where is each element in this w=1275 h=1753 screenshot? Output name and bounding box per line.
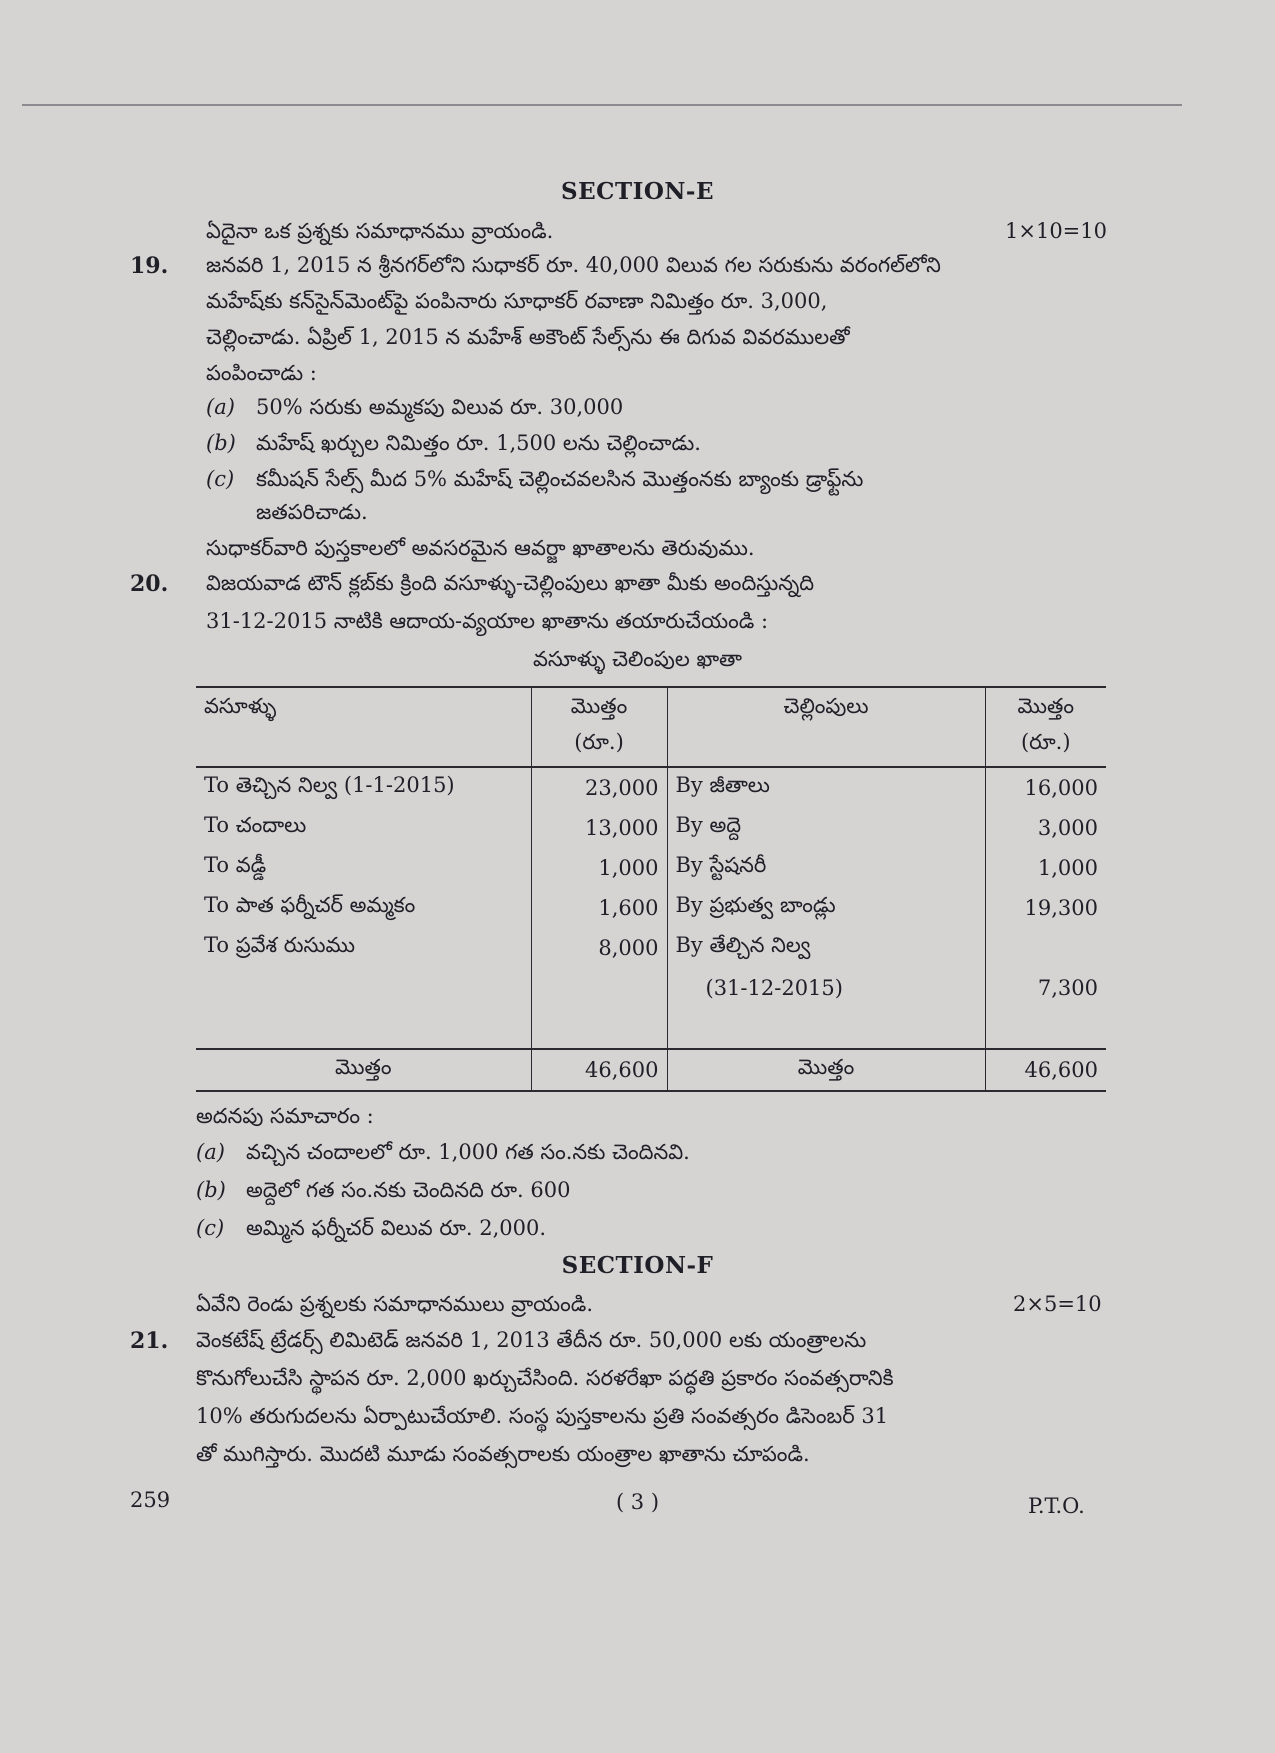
table-row: To వడ్డీ 1,000 By స్టేషనరీ 1,000 bbox=[196, 848, 1106, 888]
question-20-number: 20. bbox=[130, 571, 169, 597]
question-20-line: విజయవాడ టౌన్ క్లబ్‌కు క్రింది వసూళ్ళు-చెల్లింపులు ఖాతా మీకు అందిస్తున్నది bbox=[206, 571, 815, 595]
section-f-marks: 2×5=10 bbox=[1013, 1292, 1102, 1316]
question-19-line: చెల్లించాడు. ఏప్రిల్ 1, 2015 న మహేశ్ అకౌంట్ సేల్స్‌ను ఈ దిగువ వివరములతో bbox=[206, 325, 850, 349]
page-number: ( 3 ) bbox=[615, 1490, 660, 1514]
question-19-number: 19. bbox=[130, 253, 169, 279]
table-row: To చందాలు 13,000 By అద్దె 3,000 bbox=[196, 808, 1106, 848]
additional-item-a: (a) వచ్చిన చందాలలో రూ. 1,000 గత సం.నకు చెందినవి. bbox=[196, 1140, 690, 1164]
section-f-instruction: ఏవేని రెండు ప్రశ్నలకు సమాధానములు వ్రాయండి. bbox=[196, 1292, 594, 1316]
question-21-line: తో ముగిస్తారు. మొదటి మూడు సంవత్సరాలకు యంత్రాల ఖాతాను చూపండి. bbox=[196, 1442, 810, 1466]
question-19-line: మహేష్‌కు కన్‌సైన్‌మెంట్‌పై పంపినారు సూధాకర్ రవాణా నిమిత్తం రూ. 3,000, bbox=[206, 289, 828, 313]
question-21-line: కొనుగోలుచేసి స్థాపన రూ. 2,000 ఖర్చుచేసింది. సరళరేఖా పద్ధతి ప్రకారం సంవత్సరానికి bbox=[196, 1366, 894, 1390]
account-table-title: వసూళ్ళు చెలింపుల ఖాతా bbox=[532, 647, 743, 671]
question-21-line: 10% తరుగుదలను ఏర్పాటుచేయాలి. సంస్థ పుస్తకాలను ప్రతి సంవత్సరం డిసెంబర్ 31 bbox=[196, 1404, 889, 1428]
question-19-line: జనవరి 1, 2015 న శ్రీనగర్‌లోని సుధాకర్ రూ. 40,000 విలువ గల సరుకును వరంగల్‌లోని bbox=[206, 253, 941, 277]
additional-item-b: (b) అద్దెలో గత సం.నకు చెందినది రూ. 600 bbox=[196, 1178, 571, 1202]
table-total-row bbox=[196, 1049, 1106, 1091]
paper-code: 259 bbox=[130, 1488, 171, 1512]
table-row: To తెచ్చిన నిల్వ (1-1-2015) 23,000 By జీతాలు 16,000 bbox=[196, 767, 1106, 808]
additional-info-title: అదనపు సమాచారం : bbox=[196, 1104, 374, 1128]
question-19-closing: సుధాకర్‌వారి పుస్తకాలలో అవసరమైన ఆవర్జా ఖాతాలను తెరువుము. bbox=[206, 536, 755, 560]
pto-label: P.T.O. bbox=[1028, 1494, 1085, 1518]
question-20-line: 31-12-2015 నాటికి ఆదాయ-వ్యయాల ఖాతాను తయారుచేయండి : bbox=[206, 609, 769, 633]
receipts-total: 46,600 bbox=[531, 1049, 667, 1091]
unit-label: (రూ.) bbox=[531, 730, 667, 767]
header-receipts: వసూళ్ళు bbox=[196, 687, 531, 730]
question-19-item-b: (b) మహేష్ ఖర్చుల నిమిత్తం రూ. 1,500 లను చెల్లించాడు. bbox=[206, 431, 701, 455]
payments-total-label: మొత్తం bbox=[667, 1049, 985, 1091]
table-row: (31-12-2015) 7,300 bbox=[196, 968, 1106, 1008]
section-e-marks: 1×10=10 bbox=[1005, 219, 1107, 243]
question-19-item-c: (c) కమీషన్ సేల్స్ మీద 5% మహేష్ చెల్లించవలసిన మొత్తంనకు బ్యాంకు డ్రాఫ్ట్‌ను bbox=[206, 467, 864, 491]
section-f-title: SECTION-F bbox=[561, 1252, 714, 1279]
header-receipts-amount: మొత్తం bbox=[531, 687, 667, 730]
question-19-item-c-continued: జతపరిచాడు. bbox=[256, 500, 368, 524]
additional-item-c: (c) అమ్మిన ఫర్నీచర్ విలువ రూ. 2,000. bbox=[196, 1216, 547, 1240]
section-e-title: SECTION-E bbox=[561, 178, 714, 205]
receipts-total-label: మొత్తం bbox=[196, 1049, 531, 1091]
receipts-payments-table bbox=[196, 686, 1106, 1092]
section-e-instruction: ఏదైనా ఒక ప్రశ్నకు సమాధానము వ్రాయండి. bbox=[206, 219, 554, 243]
header-payments: చెల్లింపులు bbox=[667, 687, 985, 730]
unit-label: (రూ.) bbox=[985, 730, 1106, 767]
header-payments-amount: మొత్తం bbox=[985, 687, 1106, 730]
question-21-line: వెంకటేష్ ట్రేడర్స్ లిమిటెడ్ జనవరి 1, 2013 తేదీన రూ. 50,000 లకు యంత్రాలను bbox=[196, 1328, 867, 1352]
table-row: To ప్రవేశ రుసుము 8,000 By తేల్చిన నిల్వ bbox=[196, 928, 1106, 968]
table-spacer-row bbox=[196, 1008, 1106, 1049]
question-19-line: పంపించాడు : bbox=[206, 361, 317, 385]
question-19-item-a: (a) 50% సరుకు అమ్మకపు విలువ రూ. 30,000 bbox=[206, 395, 624, 419]
table-row: To పాత ఫర్నీచర్ అమ్మకం 1,600 By ప్రభుత్వ బాండ్లు 19,300 bbox=[196, 888, 1106, 928]
payments-total: 46,600 bbox=[985, 1049, 1106, 1091]
question-21-number: 21. bbox=[130, 1328, 169, 1354]
